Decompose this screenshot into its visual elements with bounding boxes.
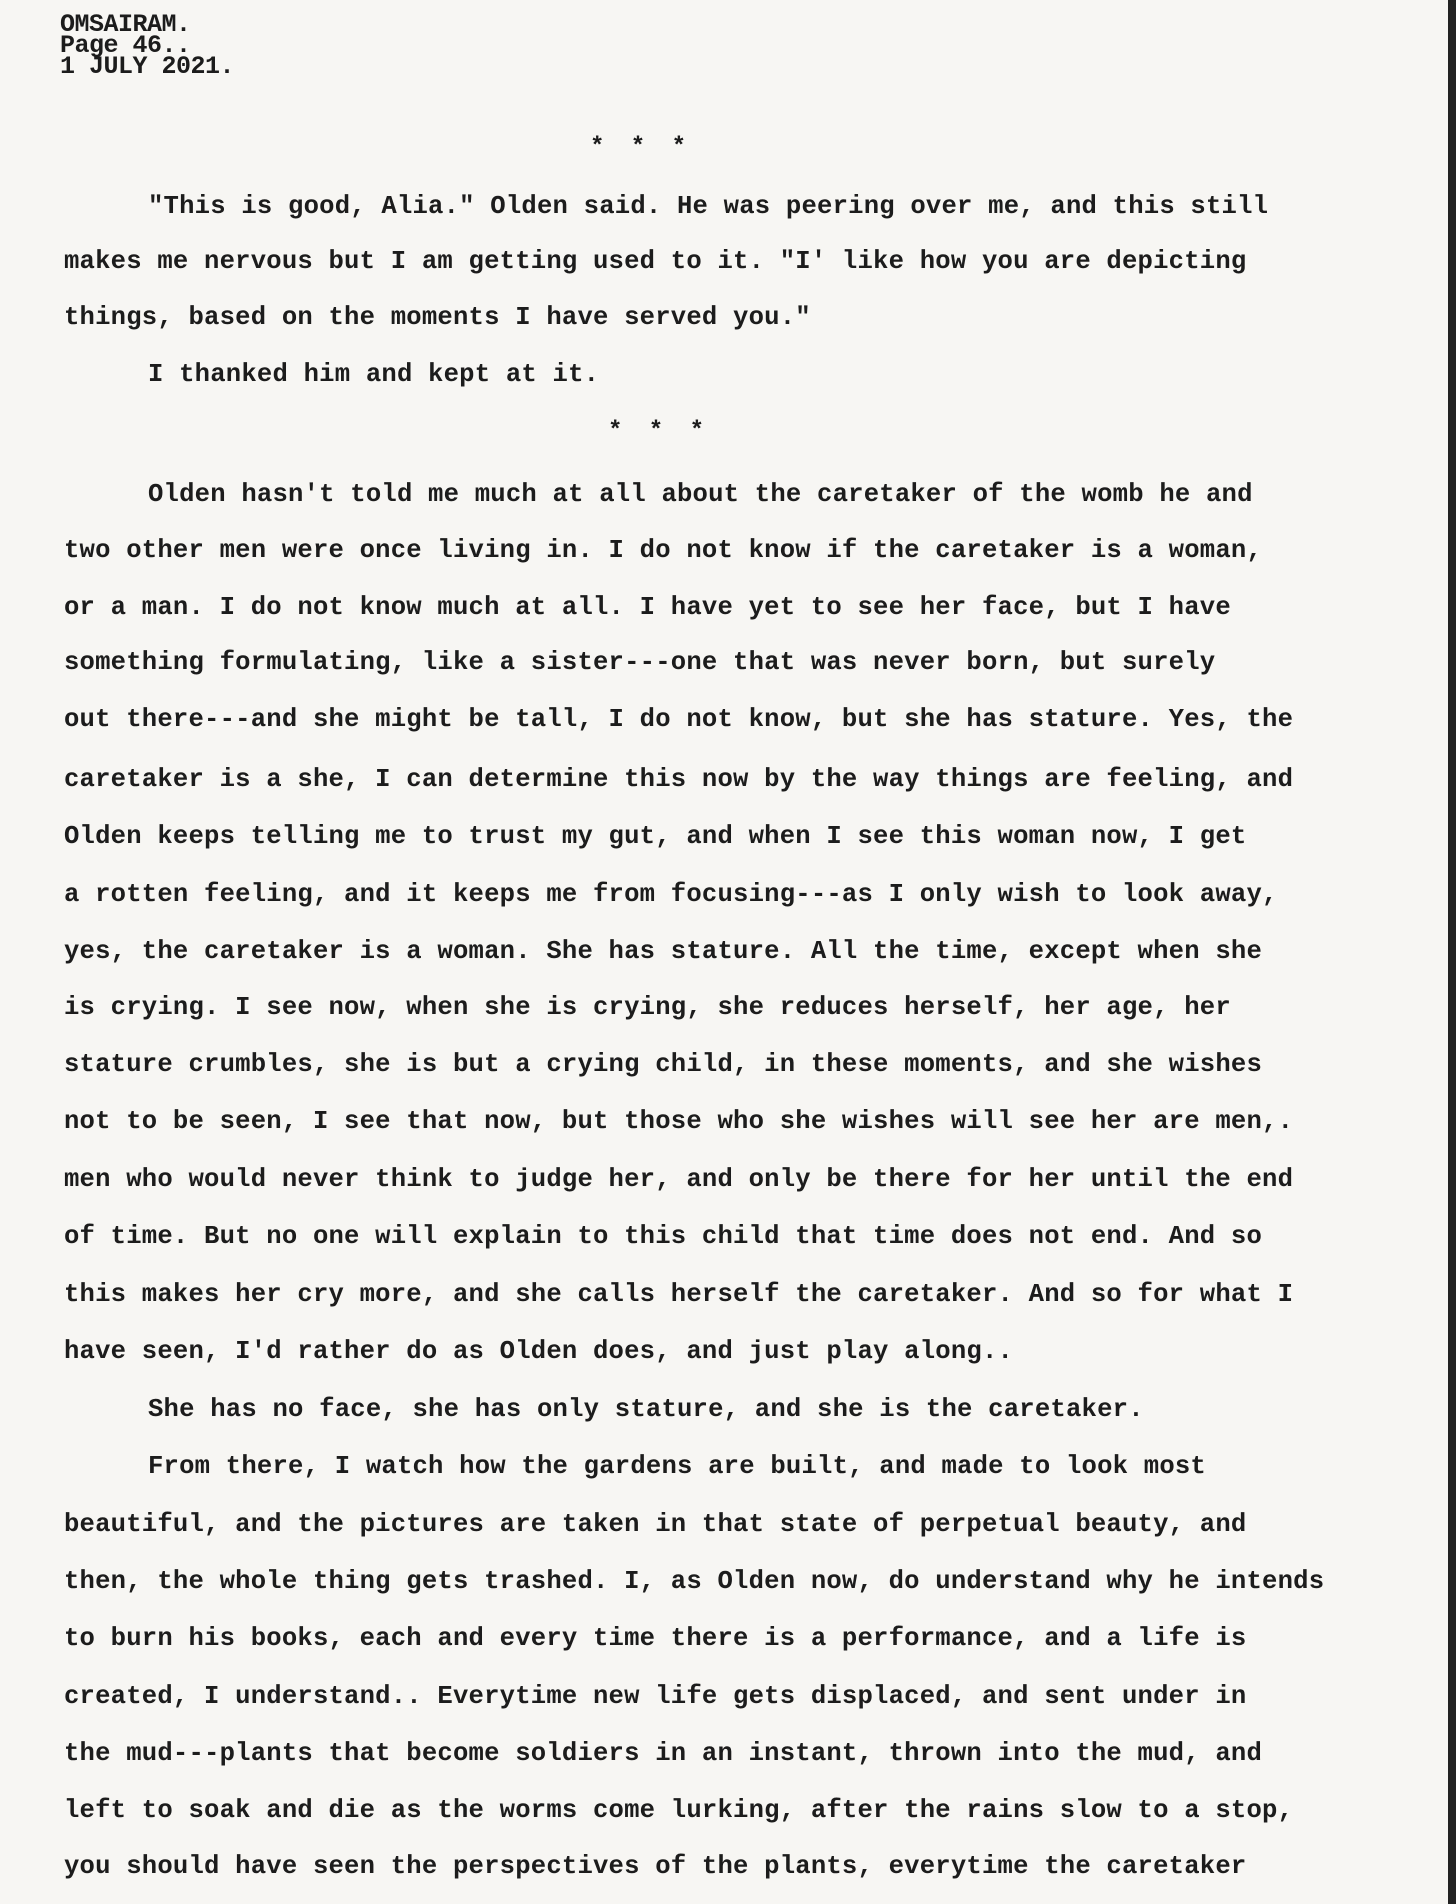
text-line: you should have seen the perspectives of the plants, everytime the caretaker: [64, 1852, 1247, 1881]
text-line: Olden hasn't told me much at all about the caretaker of the womb he and: [148, 480, 1253, 509]
section-separator: * * *: [608, 418, 711, 445]
text-line: this makes her cry more, and she calls herself the caretaker. And so for what I: [64, 1280, 1294, 1309]
section-separator: * * *: [590, 134, 693, 161]
page-edge-shadow: [1448, 0, 1456, 1904]
text-line: to burn his books, each and every time there is a performance, and a life is: [64, 1624, 1247, 1653]
text-line: stature crumbles, she is but a crying child, in these moments, and she wishes: [64, 1050, 1263, 1079]
text-line: created, I understand.. Everytime new life gets displaced, and sent under in: [64, 1682, 1247, 1711]
text-line: caretaker is a she, I can determine this now by the way things are feeling, and: [64, 765, 1294, 794]
text-line: left to soak and die as the worms come lurking, after the rains slow to a stop,: [64, 1796, 1294, 1825]
text-line: She has no face, she has only stature, and she is the caretaker.: [148, 1395, 1144, 1424]
text-line: makes me nervous but I am getting used to it. "I' like how you are depicting: [64, 247, 1247, 276]
text-line: "This is good, Alia." Olden said. He was peering over me, and this still: [148, 192, 1269, 221]
text-line: then, the whole thing gets trashed. I, as Olden now, do understand why he intends: [64, 1567, 1325, 1596]
text-line: something formulating, like a sister---one that was never born, but surely: [64, 648, 1216, 677]
text-line: or a man. I do not know much at all. I have yet to see her face, but I have: [64, 593, 1231, 622]
text-line: yes, the caretaker is a woman. She has stature. All the time, except when she: [64, 937, 1263, 966]
header-date: 1 JULY 2021.: [60, 52, 235, 81]
page-header: [60, 10, 1428, 81]
text-line: From there, I watch how the gardens are built, and made to look most: [148, 1452, 1206, 1481]
text-line: the mud---plants that become soldiers in an instant, thrown into the mud, and: [64, 1739, 1263, 1768]
text-line: not to be seen, I see that now, but those who she wishes will see her are men,.: [64, 1107, 1294, 1136]
text-line: is crying. I see now, when she is crying, she reduces herself, her age, her: [64, 993, 1231, 1022]
text-line: things, based on the moments I have served you.": [64, 303, 811, 332]
text-line: two other men were once living in. I do not know if the caretaker is a woman,: [64, 536, 1263, 565]
text-line: out there---and she might be tall, I do not know, but she has stature. Yes, the: [64, 705, 1294, 734]
text-line: of time. But no one will explain to this child that time does not end. And so: [64, 1222, 1263, 1251]
text-line: Olden keeps telling me to trust my gut, and when I see this woman now, I get: [64, 822, 1247, 851]
header-page-number: Page 46..: [60, 31, 191, 60]
text-line: I thanked him and kept at it.: [148, 360, 600, 389]
header-title: OMSAIRAM.: [60, 10, 191, 39]
text-line: a rotten feeling, and it keeps me from focusing---as I only wish to look away,: [64, 880, 1278, 909]
text-line: beautiful, and the pictures are taken in that state of perpetual beauty, and: [64, 1510, 1247, 1539]
text-line: men who would never think to judge her, and only be there for her until the end: [64, 1165, 1294, 1194]
text-line: have seen, I'd rather do as Olden does, and just play along..: [64, 1337, 1014, 1366]
